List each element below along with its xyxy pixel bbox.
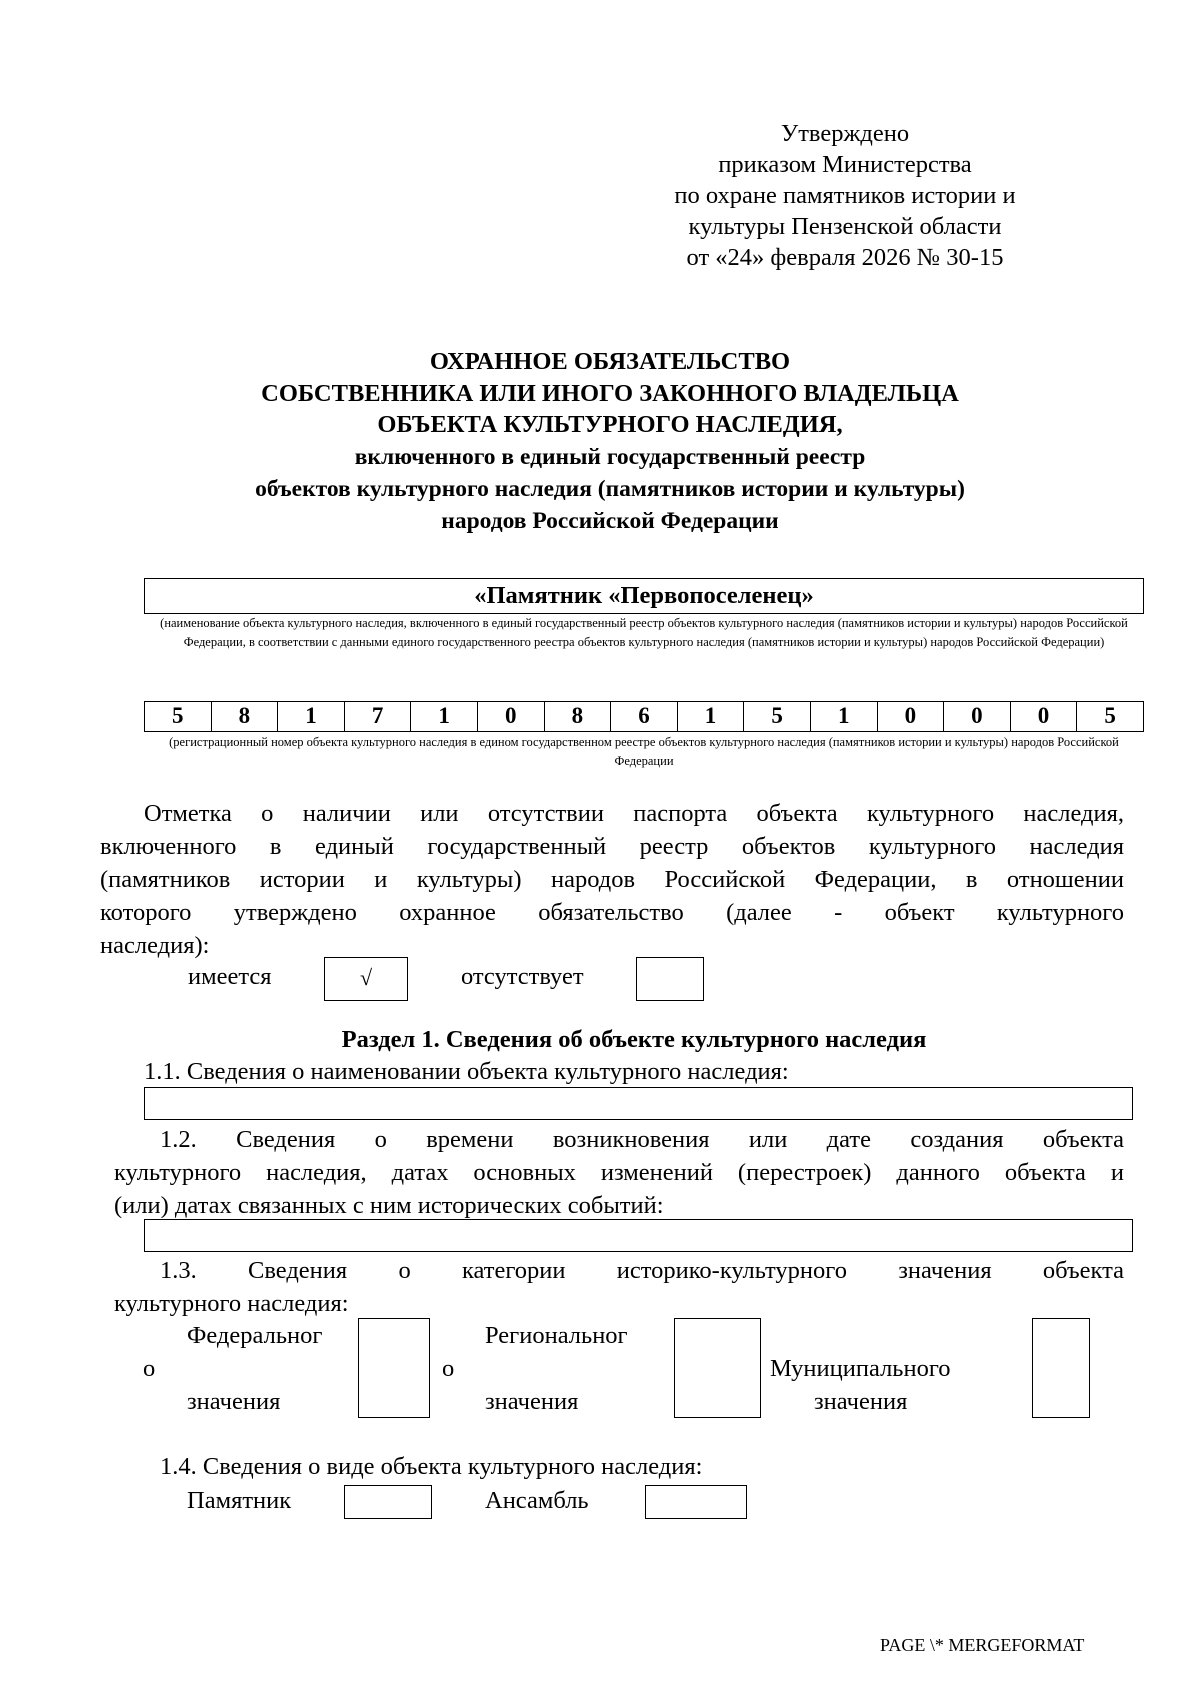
item-1-3-line: культурного наследия: bbox=[114, 1290, 349, 1317]
reg-digit: 0 bbox=[878, 702, 945, 731]
item-1-1-field[interactable] bbox=[144, 1087, 1133, 1120]
title-line: СОБСТВЕННИКА ИЛИ ИНОГО ЗАКОННОГО ВЛАДЕЛЬЦА bbox=[261, 379, 959, 407]
approval-line: приказом Министерства bbox=[718, 151, 972, 178]
item-1-2-line: культурного наследия, датах основных изменений (перестроек) данного объекта и bbox=[114, 1159, 1124, 1186]
registration-number-row bbox=[144, 701, 1144, 732]
regional-checkbox[interactable] bbox=[674, 1318, 761, 1418]
reg-digit: 5 bbox=[145, 702, 212, 731]
reg-digit: 5 bbox=[1104, 703, 1116, 728]
federal-label-sub: значения bbox=[187, 1388, 281, 1415]
approval-line: по охране памятников истории и bbox=[674, 182, 1016, 209]
object-name-caption: (наименование объекта культурного наследия, включенного в единый государственный реестр объектов культурного наследия (памятников истории и культуры) народов Российской Федерации, в соответствии с данными единого государственного реестра объектов культурного наследия (памятников истории и культуры) народов Российской Федерации) bbox=[160, 616, 1128, 649]
reg-digit: 0 bbox=[944, 702, 1011, 731]
item-1-2-line: 1.2. Сведения о времени возникновения или дате создания объекта bbox=[160, 1126, 1124, 1153]
title-line: народов Российской Федерации bbox=[441, 507, 779, 534]
federal-checkbox[interactable] bbox=[358, 1318, 430, 1418]
passport-present-checkbox[interactable]: √ bbox=[324, 957, 408, 1001]
registration-caption: (регистрационный номер объекта культурного наследия в едином государственном реестре объектов культурного наследия (памятников истории и культуры) народов Российской Федерации bbox=[169, 735, 1119, 768]
item-1-2-line: (или) датах связанных с ним исторических событий: bbox=[114, 1192, 664, 1219]
passport-line: Отметка о наличии или отсутствии паспорта объекта культурного наследия, bbox=[144, 800, 1124, 827]
reg-digit: 8 bbox=[212, 702, 279, 731]
title-line: включенного в единый государственный реестр bbox=[354, 443, 866, 470]
passport-paragraph bbox=[100, 797, 1124, 962]
item-1-2-paragraph bbox=[114, 1123, 1124, 1222]
reg-digit: 0 bbox=[1011, 702, 1078, 731]
passport-absent-checkbox[interactable] bbox=[636, 957, 704, 1001]
item-1-2-field[interactable] bbox=[144, 1219, 1133, 1252]
item-1-3-line: 1.3. Сведения о категории историко-культурного значения объекта bbox=[160, 1257, 1124, 1284]
object-name-field: «Памятник «Первопоселенец» bbox=[144, 578, 1144, 614]
passport-line: включенного в единый государственный реестр объектов культурного наследия bbox=[100, 833, 1124, 860]
municipal-label-sub: значения bbox=[814, 1388, 908, 1415]
approval-line: Утверждено bbox=[780, 120, 910, 147]
item-1-4-label: 1.4. Сведения о виде объекта культурного наследия: bbox=[160, 1453, 703, 1480]
municipal-label: Муниципального bbox=[770, 1355, 951, 1382]
passport-absent-label: отсутствует bbox=[461, 963, 584, 990]
federal-label-end: о bbox=[143, 1355, 156, 1382]
reg-digit: 1 bbox=[678, 702, 745, 731]
kind-monument-checkbox[interactable] bbox=[344, 1485, 432, 1519]
passport-line: наследия): bbox=[100, 932, 210, 959]
municipal-checkbox[interactable] bbox=[1032, 1318, 1090, 1418]
approval-line: культуры Пензенской области bbox=[688, 213, 1002, 240]
passport-line: которого утверждено охранное обязательство (далее - объект культурного bbox=[100, 899, 1124, 926]
page-footer: PAGE \* MERGEFORMAT bbox=[880, 1635, 1085, 1655]
item-1-1-label: 1.1. Сведения о наименовании объекта культурного наследия: bbox=[144, 1058, 789, 1085]
approval-block bbox=[600, 118, 1090, 273]
kind-ensemble-checkbox[interactable] bbox=[645, 1485, 747, 1519]
passport-line: (памятников истории и культуры) народов Российской Федерации, в отношении bbox=[100, 866, 1124, 893]
kind-ensemble-label: Ансамбль bbox=[485, 1487, 589, 1514]
regional-label: Региональног bbox=[485, 1322, 628, 1349]
reg-digit: 6 bbox=[611, 702, 678, 731]
reg-digit: 1 bbox=[278, 702, 345, 731]
title-line: объектов культурного наследия (памятников истории и культуры) bbox=[255, 475, 965, 502]
reg-digit: 8 bbox=[545, 702, 612, 731]
item-1-3-paragraph bbox=[114, 1254, 1124, 1320]
title-line: ОБЪЕКТА КУЛЬТУРНОГО НАСЛЕДИЯ, bbox=[377, 411, 843, 438]
reg-digit: 1 bbox=[811, 702, 878, 731]
regional-label-sub: значения bbox=[485, 1388, 579, 1415]
reg-digit: 7 bbox=[345, 702, 412, 731]
reg-digit: 0 bbox=[478, 702, 545, 731]
reg-digit: 5 bbox=[744, 702, 811, 731]
passport-present-label: имеется bbox=[188, 963, 272, 990]
section1-heading: Раздел 1. Сведения об объекте культурного наследия bbox=[341, 1026, 927, 1053]
kind-monument-label: Памятник bbox=[187, 1487, 292, 1514]
reg-digit: 1 bbox=[411, 702, 478, 731]
approval-line: от «24» февраля 2026 № 30-15 bbox=[686, 244, 1004, 271]
federal-label: Федеральног bbox=[187, 1322, 323, 1349]
title-line: ОХРАННОЕ ОБЯЗАТЕЛЬСТВО bbox=[429, 348, 791, 375]
regional-label-end: о bbox=[442, 1355, 455, 1382]
document-title bbox=[130, 346, 1090, 537]
